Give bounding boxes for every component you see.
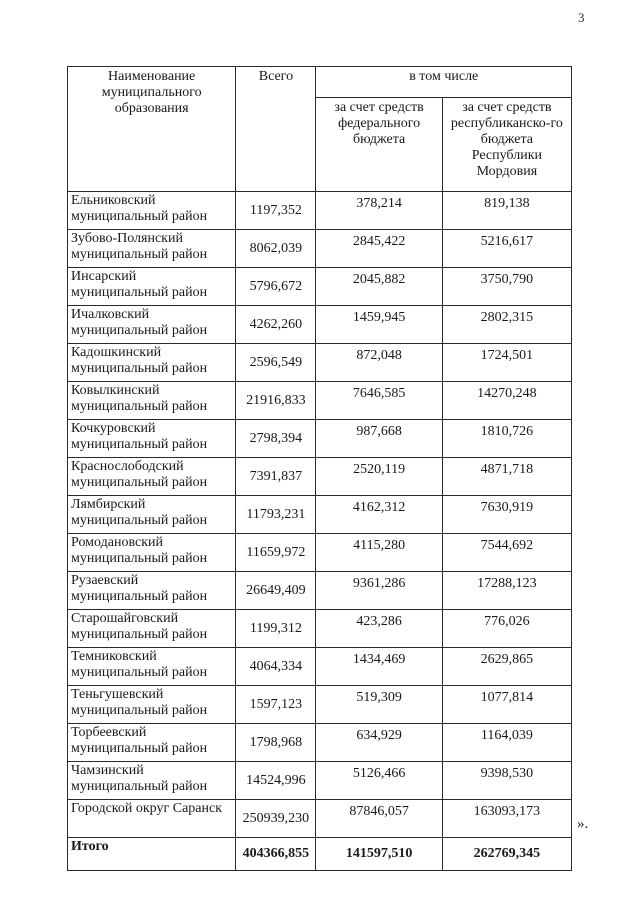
- table-row: [68, 458, 572, 496]
- table-row: [68, 306, 572, 344]
- row-republic: 819,138: [442, 192, 571, 230]
- table-row: [68, 496, 572, 534]
- row-name: Городской округ Саранск: [68, 800, 236, 838]
- table-row: [68, 572, 572, 610]
- row-total: 2798,394: [236, 420, 316, 458]
- row-federal: 987,668: [316, 420, 442, 458]
- total-row-republic: 262769,345: [442, 838, 571, 871]
- row-federal: 4162,312: [316, 496, 442, 534]
- row-republic: 7544,692: [442, 534, 571, 572]
- row-total: 1798,968: [236, 724, 316, 762]
- page-number: 3: [578, 10, 585, 25]
- row-federal: 2045,882: [316, 268, 442, 306]
- row-name: Темниковский муниципальный район: [68, 648, 236, 686]
- row-republic: 1724,501: [442, 344, 571, 382]
- row-name: Инсарский муниципальный район: [68, 268, 236, 306]
- row-total: 5796,672: [236, 268, 316, 306]
- row-republic: 163093,173: [442, 800, 571, 838]
- row-federal: 2845,422: [316, 230, 442, 268]
- row-total: 26649,409: [236, 572, 316, 610]
- table-row: [68, 648, 572, 686]
- row-federal: 4115,280: [316, 534, 442, 572]
- row-federal: 378,214: [316, 192, 442, 230]
- row-republic: 7630,919: [442, 496, 571, 534]
- row-name: Ичалковский муниципальный район: [68, 306, 236, 344]
- row-total: 11659,972: [236, 534, 316, 572]
- table-body: [68, 192, 572, 871]
- table-row: [68, 382, 572, 420]
- row-name: Теньгушевский муниципальный район: [68, 686, 236, 724]
- row-name: Торбеевский муниципальный район: [68, 724, 236, 762]
- row-total: 21916,833: [236, 382, 316, 420]
- row-name: Ромодановский муниципальный район: [68, 534, 236, 572]
- row-total: 7391,837: [236, 458, 316, 496]
- row-name: Кадошкинский муниципальный район: [68, 344, 236, 382]
- row-name: Краснослободский муниципальный район: [68, 458, 236, 496]
- table-row: [68, 724, 572, 762]
- row-republic: 2802,315: [442, 306, 571, 344]
- header-republic-column: за счет средств республиканско-го бюджета Республики Мордовия: [442, 98, 571, 192]
- total-row: [68, 838, 572, 871]
- table-row: [68, 230, 572, 268]
- row-republic: 14270,248: [442, 382, 571, 420]
- row-name: Чамзинский муниципальный район: [68, 762, 236, 800]
- row-federal: 7646,585: [316, 382, 442, 420]
- row-total: 2596,549: [236, 344, 316, 382]
- row-total: 1199,312: [236, 610, 316, 648]
- table-row: [68, 268, 572, 306]
- row-federal: 1434,469: [316, 648, 442, 686]
- row-republic: 1077,814: [442, 686, 571, 724]
- row-total: 4262,260: [236, 306, 316, 344]
- row-name: Зубово-Полянский муниципальный район: [68, 230, 236, 268]
- row-republic: 5216,617: [442, 230, 571, 268]
- row-total: 1597,123: [236, 686, 316, 724]
- row-republic: 9398,530: [442, 762, 571, 800]
- row-republic: 2629,865: [442, 648, 571, 686]
- row-name: Лямбирский муниципальный район: [68, 496, 236, 534]
- table-row: [68, 686, 572, 724]
- row-name: Кочкуровский муниципальный район: [68, 420, 236, 458]
- table-row: [68, 192, 572, 230]
- row-federal: 9361,286: [316, 572, 442, 610]
- row-federal: 519,309: [316, 686, 442, 724]
- header-total-column: Всего: [236, 67, 316, 192]
- table-row: [68, 420, 572, 458]
- table-row: [68, 610, 572, 648]
- row-republic: 1810,726: [442, 420, 571, 458]
- row-republic: 776,026: [442, 610, 571, 648]
- row-total: 11793,231: [236, 496, 316, 534]
- total-row-name: Итого: [68, 838, 236, 871]
- total-row-total: 404366,855: [236, 838, 316, 871]
- row-total: 4064,334: [236, 648, 316, 686]
- row-federal: 87846,057: [316, 800, 442, 838]
- row-federal: 2520,119: [316, 458, 442, 496]
- row-name: Рузаевский муниципальный район: [68, 572, 236, 610]
- row-name: Ковылкинский муниципальный район: [68, 382, 236, 420]
- header-name-column: Наименование муниципального образования: [68, 67, 236, 192]
- total-row-federal: 141597,510: [316, 838, 442, 871]
- funding-table: [67, 66, 572, 871]
- row-total: 250939,230: [236, 800, 316, 838]
- row-name: Старошайговский муниципальный район: [68, 610, 236, 648]
- row-total: 8062,039: [236, 230, 316, 268]
- row-federal: 1459,945: [316, 306, 442, 344]
- row-republic: 17288,123: [442, 572, 571, 610]
- header-group-column: в том числе: [316, 67, 572, 98]
- row-federal: 5126,466: [316, 762, 442, 800]
- table-row: [68, 534, 572, 572]
- header-federal-column: за счет средств федерального бюджета: [316, 98, 442, 192]
- row-republic: 3750,790: [442, 268, 571, 306]
- row-total: 1197,352: [236, 192, 316, 230]
- table-row: [68, 344, 572, 382]
- row-republic: 1164,039: [442, 724, 571, 762]
- table-row: [68, 800, 572, 838]
- row-republic: 4871,718: [442, 458, 571, 496]
- closing-quote: ».: [577, 816, 589, 832]
- row-federal: 872,048: [316, 344, 442, 382]
- row-federal: 423,286: [316, 610, 442, 648]
- row-total: 14524,996: [236, 762, 316, 800]
- table-row: [68, 762, 572, 800]
- row-name: Ельниковский муниципальный район: [68, 192, 236, 230]
- row-federal: 634,929: [316, 724, 442, 762]
